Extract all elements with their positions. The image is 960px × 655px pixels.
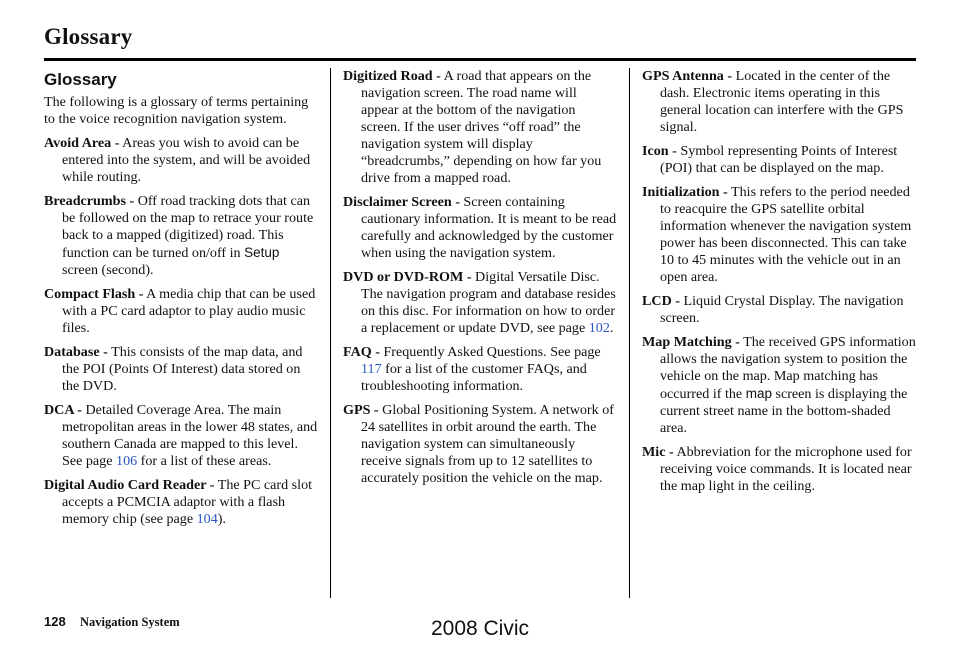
entry-term: Disclaimer Screen - (343, 194, 460, 210)
entry-term: Avoid Area - (44, 135, 120, 151)
entry-term: Breadcrumbs - (44, 193, 135, 209)
glossary-entry-compact-flash (44, 286, 318, 337)
glossary-entry-avoid-area (44, 135, 318, 186)
entry-term: Icon - (642, 143, 677, 159)
entry-term: Map Matching - (642, 334, 740, 350)
glossary-entry-gps-antenna (642, 68, 920, 136)
entry-term: Database - (44, 344, 108, 360)
entry-term: Mic - (642, 444, 674, 460)
entry-term: GPS Antenna - (642, 68, 733, 84)
entry-definition: The received GPS information allows the navigation system to position the vehicle on the map. Map matching has occurred if the (660, 334, 916, 402)
entry-definition: Frequently Asked Questions. See page (379, 344, 601, 360)
entry-definition: This refers to the period needed to reacquire the GPS satellite orbital information whenever the navigation system power has been disconnected. This can take 10 to 45 minutes with the vehicle out in an open area. (660, 184, 912, 285)
entry-definition: A media chip that can be used with a PC card adaptor to play audio music files. (62, 286, 316, 336)
glossary-entry-faq (343, 344, 617, 395)
entry-definition: Off road tracking dots that can be followed on the map to retrace your route back to a mapped (digitized) road. This function can be turned on/off in (62, 193, 314, 261)
column-3 (642, 68, 920, 502)
entry-definition-cont: . (609, 320, 614, 336)
page-link-102[interactable]: 102 (588, 320, 610, 336)
page-link-106[interactable]: 106 (116, 453, 138, 469)
entry-definition: Abbreviation for the microphone used for receiving voice commands. It is located near the map light in the ceiling. (660, 444, 912, 494)
entry-definition: Liquid Crystal Display. The navigation screen. (660, 293, 904, 326)
entry-term: DCA - (44, 402, 82, 418)
entry-definition-cont: screen is displaying the current street name in the bottom-shaded area. (660, 386, 908, 436)
entry-term: FAQ - (343, 344, 380, 360)
entry-definition: Global Positioning System. A network of 24 satellites in orbit around the earth. The navigation system can simultaneously receive signals from up to 12 satellites to accurately position the vehicle on the map. (361, 402, 614, 486)
entry-definition: Symbol representing Points of Interest (POI) that can be displayed on the map. (660, 143, 898, 176)
glossary-entry-icon (642, 143, 920, 177)
glossary-entry-digitized-road (343, 68, 617, 187)
page-header-title: Glossary (44, 24, 133, 49)
watermark-text: 2008 Civic (430, 617, 530, 640)
section-title: Glossary (44, 70, 117, 89)
page-link-104[interactable]: 104 (196, 511, 218, 527)
entry-definition: A road that appears on the navigation screen. The road name will appear at the bottom of the navigation screen. If the user drives “off road” the navigation system will display “breadcrumbs,” depending on how far you drive from a mapped road. (361, 68, 602, 186)
entry-definition: The PC card slot accepts a PCMCIA adaptor with a flash memory chip (see page (62, 477, 313, 527)
setup-screen-name: Setup (244, 245, 280, 260)
page-link-117[interactable]: 117 (361, 361, 382, 377)
column-2 (343, 68, 617, 494)
glossary-entry-map-matching (642, 334, 920, 437)
entry-term: DVD or DVD-ROM - (343, 269, 472, 285)
glossary-entry-initialization (642, 184, 920, 286)
column-divider-2 (629, 68, 630, 598)
column-divider-1 (330, 68, 331, 598)
entry-definition: Digital Versatile Disc. The navigation program and database resides on this disc. For information on how to order a replacement or update DVD, see page (361, 269, 616, 336)
entry-definition: Screen containing cautionary information. It is meant to be read carefully and acknowledged by the customer when using the navigation system. (361, 194, 617, 261)
footer-page-number: 128 (44, 614, 66, 629)
glossary-entry-disclaimer-screen (343, 194, 617, 262)
entry-definition-cont: screen (second). (62, 262, 154, 278)
entry-definition-cont: ). (217, 511, 226, 527)
glossary-entry-digital-audio-card-reader (44, 477, 318, 528)
column-1 (44, 68, 318, 535)
header-rule (44, 58, 916, 61)
footer-section-name: Navigation System (80, 615, 180, 629)
entry-definition: Located in the center of the dash. Electronic items operating in this general location can interfere with the GPS signal. (660, 68, 904, 135)
entry-term: LCD - (642, 293, 680, 309)
glossary-entry-mic (642, 444, 920, 495)
glossary-entry-database (44, 344, 318, 395)
map-screen-name: map (745, 386, 772, 401)
entry-term: Digitized Road - (343, 68, 441, 84)
entry-definition: Detailed Coverage Area. The main metropolitan areas in the lower 48 states, and southern Canada are mapped to this level. See page (62, 402, 318, 469)
entry-definition: Areas you wish to avoid can be entered into the system, and will be avoided while routing. (62, 135, 311, 185)
entry-term: Initialization - (642, 184, 728, 200)
entry-term: Compact Flash - (44, 286, 144, 302)
entry-term: GPS - (343, 402, 379, 418)
glossary-entry-gps (343, 402, 617, 487)
glossary-entry-lcd (642, 293, 920, 327)
glossary-entry-breadcrumbs (44, 193, 318, 279)
intro-paragraph: The following is a glossary of terms pertaining to the voice recognition navigation system. (44, 94, 309, 127)
entry-definition-cont: for a list of these areas. (137, 453, 272, 469)
entry-definition: This consists of the map data, and the POI (Points Of Interest) data stored on the DVD. (62, 344, 303, 394)
entry-definition-cont: for a list of the customer FAQs, and troubleshooting information. (361, 361, 587, 394)
entry-term: Digital Audio Card Reader - (44, 477, 215, 493)
glossary-entry-dvd (343, 269, 617, 337)
glossary-entry-dca (44, 402, 318, 470)
